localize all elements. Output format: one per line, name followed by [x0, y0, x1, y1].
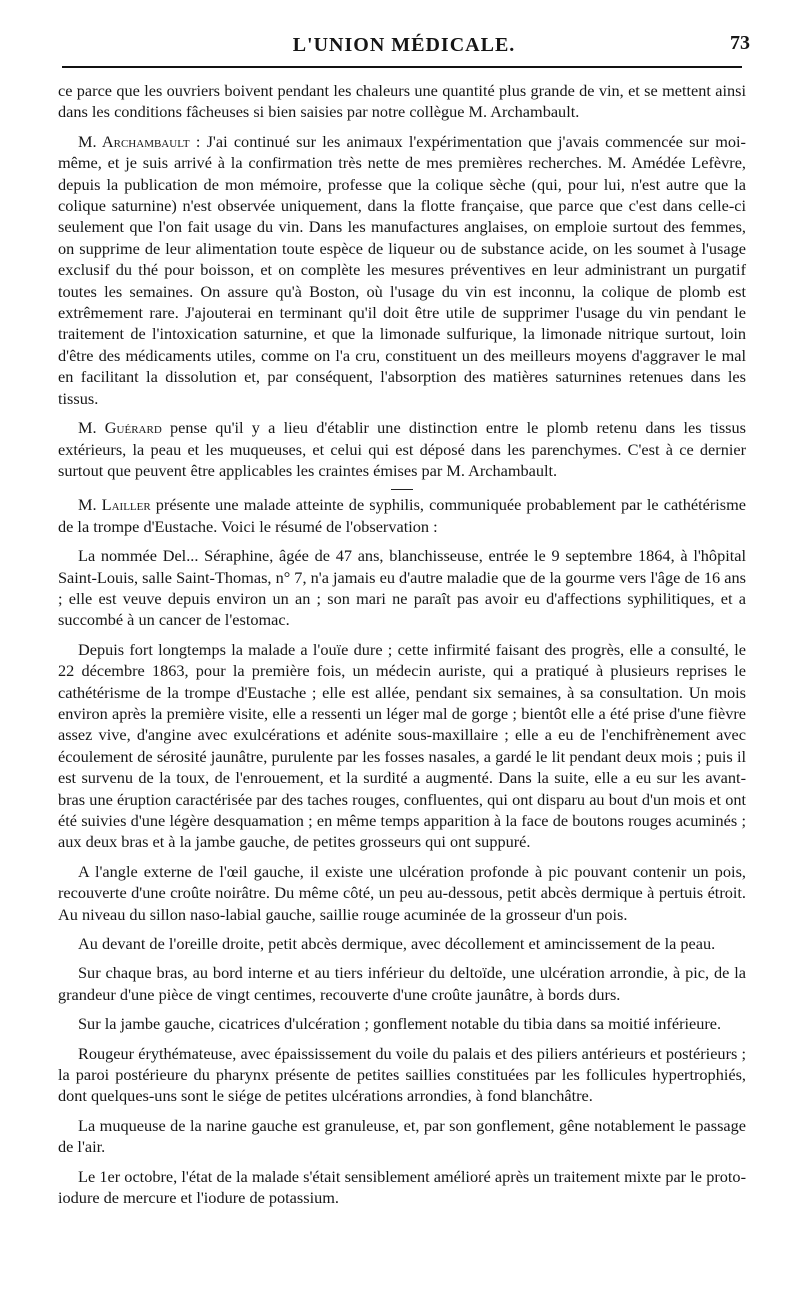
- speaker-name: M. Lailler: [78, 495, 151, 515]
- paragraph-text: pense qu'il y a lieu d'établir une distinction entre le plomb retenu dans les tissus extérieurs, la peau et les muqueuses, et celui qui est déposé dans les parenchymes. C'est à ce dernier surtout que peuvent être applicables les craintes émises par M. Archambault.: [58, 418, 746, 480]
- article-body: [58, 80, 746, 1217]
- paragraph-text: J'ai continué sur les animaux l'expérimentation que j'avais commencée sur moi-même, et je suis arrivé à la confirmation très nette de mes premières recherches. M. Amédée Lefèvre, depuis la publication de mon mémoire, professe que la colique sèche (qui, pour lui, n'est autre que la colique saturnine) n'est observée uniquement, dans la flotte française, que parce que c'est dans celle-ci seulement que l'on fait usage du vin. Dans les manufactures anglaises, on emploie surtout des femmes, on supprime de leur alimentation toute espèce de liqueur ou de substance acide, on les soumet à l'usage exclusif du thé pour boisson, et on complète les mesures préventives en leur administrant un purgatif toutes les semaines. On assure qu'à Boston, où l'usage du vin est inconnu, la colique de plomb est extrêmement rare. J'ajouterai en terminant qu'il doit être utile de supprimer l'usage du vin pendant le traitement de l'intoxication saturnine, et que la limonade sulfurique, la limonade nitrique surtout, loin d'être des médicaments utiles, comme on l'a cru, constituent un des meilleurs moyens d'aggraver le mal en facilitant la dissolution et, par conséquent, l'absorption des matières saturnines retenues dans les tissus.: [58, 131, 746, 408]
- paragraph-text: La muqueuse de la narine gauche est granuleuse, et, par son gonflement, gêne notablement le passage de l'air.: [58, 1115, 746, 1157]
- section-divider: [391, 489, 413, 490]
- paragraph-text: Rougeur érythémateuse, avec épaississement du voile du palais et des piliers antérieurs et postérieurs ; la paroi postérieure du pharynx présente de petites saillies constituées par les follicules hypertrophiés, dont quelques-uns sont le siége de petites ulcérations arrondies, à fond blanchâtre.: [58, 1043, 746, 1106]
- speaker-name: M. Guérard: [78, 418, 162, 438]
- paragraph-text: Le 1er octobre, l'état de la malade s'était sensiblement amélioré après un traitement mixte par le proto-iodure de mercure et l'iodure de potassium.: [58, 1166, 746, 1208]
- paragraph-text: Sur la jambe gauche, cicatrices d'ulcération ; gonflement notable du tibia dans sa moitié inférieure.: [78, 1014, 722, 1034]
- page-header: [58, 28, 750, 62]
- header-rule: [62, 66, 742, 68]
- paragraph: [58, 639, 746, 853]
- paragraph: [58, 494, 746, 537]
- paragraph: [58, 1043, 746, 1107]
- paragraph-text: Au devant de l'oreille droite, petit abcès dermique, avec décollement et amincissement de la peau.: [78, 934, 716, 954]
- paragraph-text: Sur chaque bras, au bord interne et au tiers inférieur du deltoïde, une ulcération arrondie, à pic, de la grandeur d'une pièce de vingt centimes, recouverte d'une croûte jaunâtre, à bords durs.: [58, 963, 746, 1004]
- speaker-name: M. Archambault :: [78, 131, 201, 151]
- paragraph-text: ce parce que les ouvriers boivent pendant les chaleurs une quantité plus grande de vin, et se mettent ainsi dans les conditions fâcheuses si bien saisies par notre collègue M. Archambault.: [58, 81, 746, 122]
- paragraph: [58, 933, 746, 954]
- paragraph: [58, 80, 746, 123]
- paragraph: [58, 131, 746, 409]
- paragraph-text: Depuis fort longtemps la malade a l'ouïe dure ; cette infirmité faisant des progrès, elle a consulté, le 22 décembre 1863, pour la première fois, un médecin auriste, qui a pratiqué à plusieurs reprises le cathétérisme de la trompe d'Eustache ; elle est allée, pendant six semaines, à sa consultation. Un mois environ après la première visite, elle a ressenti un léger mal de gorge ; bientôt elle a été prise d'une fièvre assez vive, d'angine avec exulcérations et adénite sous-maxillaire ; elle a eu de l'enchifrènement avec écoulement de sérosité jaunâtre, purulente par les fosses nasales, a gardé le lit pendant deux mois ; puis il est survenu de la toux, de l'enrouement, et la surdité a augmenté. Dans la suite, elle a eu sur les avant-bras une éruption caractérisée par des taches rouges, confluentes, qui ont disparu au bout d'un mois et ont été suivies d'une légère desquamation ; en même temps apparition à la face de boutons rouges acuminés ; aux deux bras et à la jambe gauche, de petites grosseurs qui ont suppuré.: [58, 639, 746, 852]
- page-number: 73: [730, 32, 750, 54]
- paragraph-text: La nommée Del... Séraphine, âgée de 47 ans, blanchisseuse, entrée le 9 septembre 1864, à l'hôpital Saint-Louis, salle Saint-Thomas, n° 7, n'a jamais eu d'autre maladie que de la gourme vers l'âge de 16 ans ; elle est veuve depuis environ un an ; son mari ne paraît pas avoir eu d'affections syphilitiques, et a succombé à un cancer de l'estomac.: [58, 546, 746, 630]
- running-title: L'UNION MÉDICALE.: [292, 34, 516, 56]
- paragraph: [58, 1013, 746, 1034]
- paragraph: [58, 861, 746, 925]
- paragraph: [58, 1115, 746, 1158]
- paragraph: [58, 417, 746, 481]
- page: [58, 28, 750, 1278]
- paragraph-text: présente une malade atteinte de syphilis, communiquée probablement par le cathétérisme de la trompe d'Eustache. Voici le résumé de l'observation :: [58, 495, 746, 536]
- paragraph-text: A l'angle externe de l'œil gauche, il existe une ulcération profonde à pic pouvant contenir un pois, recouverte d'une croûte noirâtre. Du même côté, un peu au-dessous, petit abcès dermique à pertuis étroit. Au niveau du sillon naso-labial gauche, saillie rouge acuminée de la grosseur d'un pois.: [58, 861, 746, 924]
- paragraph: [58, 962, 746, 1005]
- paragraph: [58, 1166, 746, 1209]
- paragraph: [58, 545, 746, 631]
